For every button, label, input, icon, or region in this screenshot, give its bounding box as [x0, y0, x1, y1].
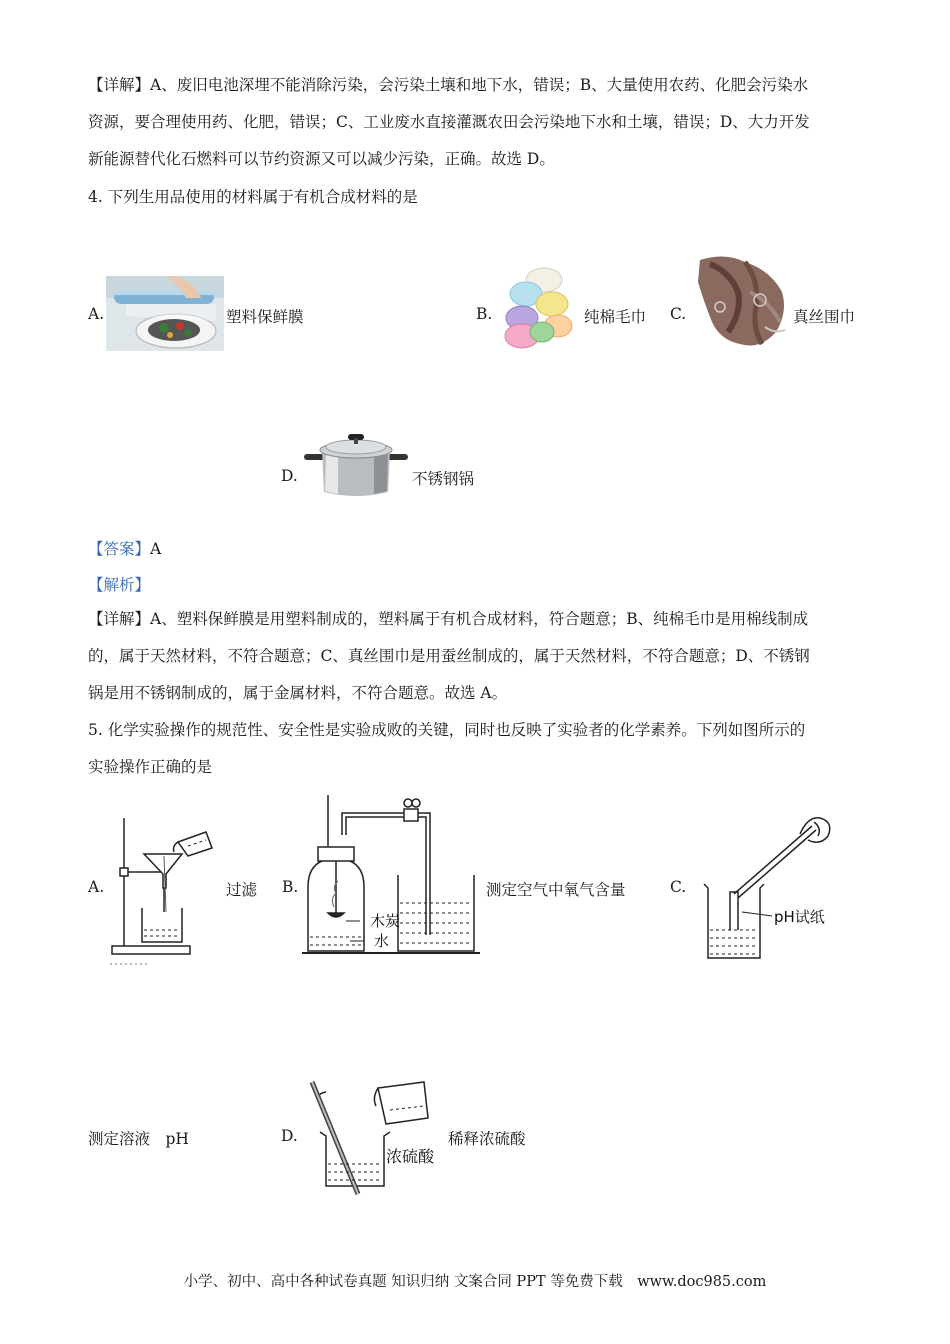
q5-option-a-letter: A. [88, 878, 105, 896]
oxygen-content-diagram [302, 795, 482, 961]
q5-option-d-text: 稀释浓硫酸 [448, 1130, 526, 1148]
ph-paper-label: pH试纸 [774, 908, 825, 926]
q5-stem-line-2: 实验操作正确的是 [88, 758, 213, 776]
filtration-diagram [108, 812, 220, 968]
q4-detail-line-1: 【详解】A、塑料保鲜膜是用塑料制成的，塑料属于有机合成材料，符合题意；B、纯棉毛巾是用棉线制成 [88, 610, 809, 628]
q5-option-b-letter: B. [282, 878, 299, 896]
q4-option-b-letter: B. [476, 305, 493, 323]
q5-option-c-letter: C. [670, 878, 687, 896]
question-4-stem: 4. 下列生用品使用的材料属于有机合成材料的是 [88, 188, 418, 206]
plastic-wrap-image [106, 276, 224, 351]
question-5-stem [88, 712, 868, 786]
charcoal-label: 木炭 [370, 912, 401, 930]
q5-option-d-letter: D. [281, 1127, 298, 1145]
q4-detail-tag: 【详解】 [88, 610, 151, 628]
q4-detail-line-2: 的，属于天然材料，不符合题意；C、真丝围巾是用蚕丝制成的，属于天然材料，不符合题意；D、不锈钢 [88, 647, 810, 665]
stainless-pot-image [304, 428, 408, 500]
detail-line-2: 资源，要合理使用药、化肥，错误；C、工业废水直接灌溉农田会污染地下水和土壤，错误；D、大力开发 [88, 113, 810, 131]
q4-answer-line [88, 531, 868, 568]
answer-tag: 【答案】 [88, 540, 151, 558]
water-label: 水 [374, 932, 390, 950]
q4-option-b-text: 纯棉毛巾 [584, 308, 647, 326]
q4-option-d-letter: D. [281, 467, 298, 485]
q5-option-b-text: 测定空气中氧气含量 [486, 881, 626, 899]
dilute-acid-diagram [304, 1074, 446, 1198]
q4-analysis-tag: 【解析】 [88, 576, 151, 594]
silk-scarf-image [690, 252, 790, 352]
detail-line-3: 新能源替代化石燃料可以节约资源又可以减少污染，正确。故选 D。 [88, 150, 555, 168]
q5-option-a-text: 过滤 [226, 881, 258, 899]
conc-acid-label: 浓硫酸 [386, 1147, 435, 1166]
q4-option-c-letter: C. [670, 305, 687, 323]
q5-stem-line-1: 5. 化学实验操作的规范性、安全性是实验成败的关键，同时也反映了实验者的化学素养。下列如图所示的 [88, 721, 806, 739]
ph-test-diagram [700, 812, 840, 962]
cotton-towels-image [500, 262, 580, 350]
q4-option-a-letter: A. [88, 305, 105, 323]
detail-line-1: 【详解】A、废旧电池深埋不能消除污染，会污染土壤和地下水，错误；B、大量使用农药、化肥会污染水 [88, 76, 809, 94]
detail-paragraph-q4 [88, 601, 868, 712]
q4-option-d-text: 不锈钢锅 [412, 470, 475, 488]
q4-detail-line-3: 锅是用不锈钢制成的，属于金属材料，不符合题意。故选 A。 [88, 684, 508, 702]
detail-tag: 【详解】 [88, 76, 151, 94]
page-footer: 小学、初中、高中各种试卷真题 知识归纳 文案合同 PPT 等免费下载 www.doc985.com [183, 1274, 767, 1290]
q4-option-a-text: 塑料保鲜膜 [226, 308, 304, 326]
q4-option-c-text: 真丝围巾 [793, 308, 856, 326]
q5-option-c-text: 测定溶液 pH [88, 1130, 189, 1148]
detail-paragraph-q3 [88, 67, 868, 178]
answer-value: A [150, 540, 162, 558]
